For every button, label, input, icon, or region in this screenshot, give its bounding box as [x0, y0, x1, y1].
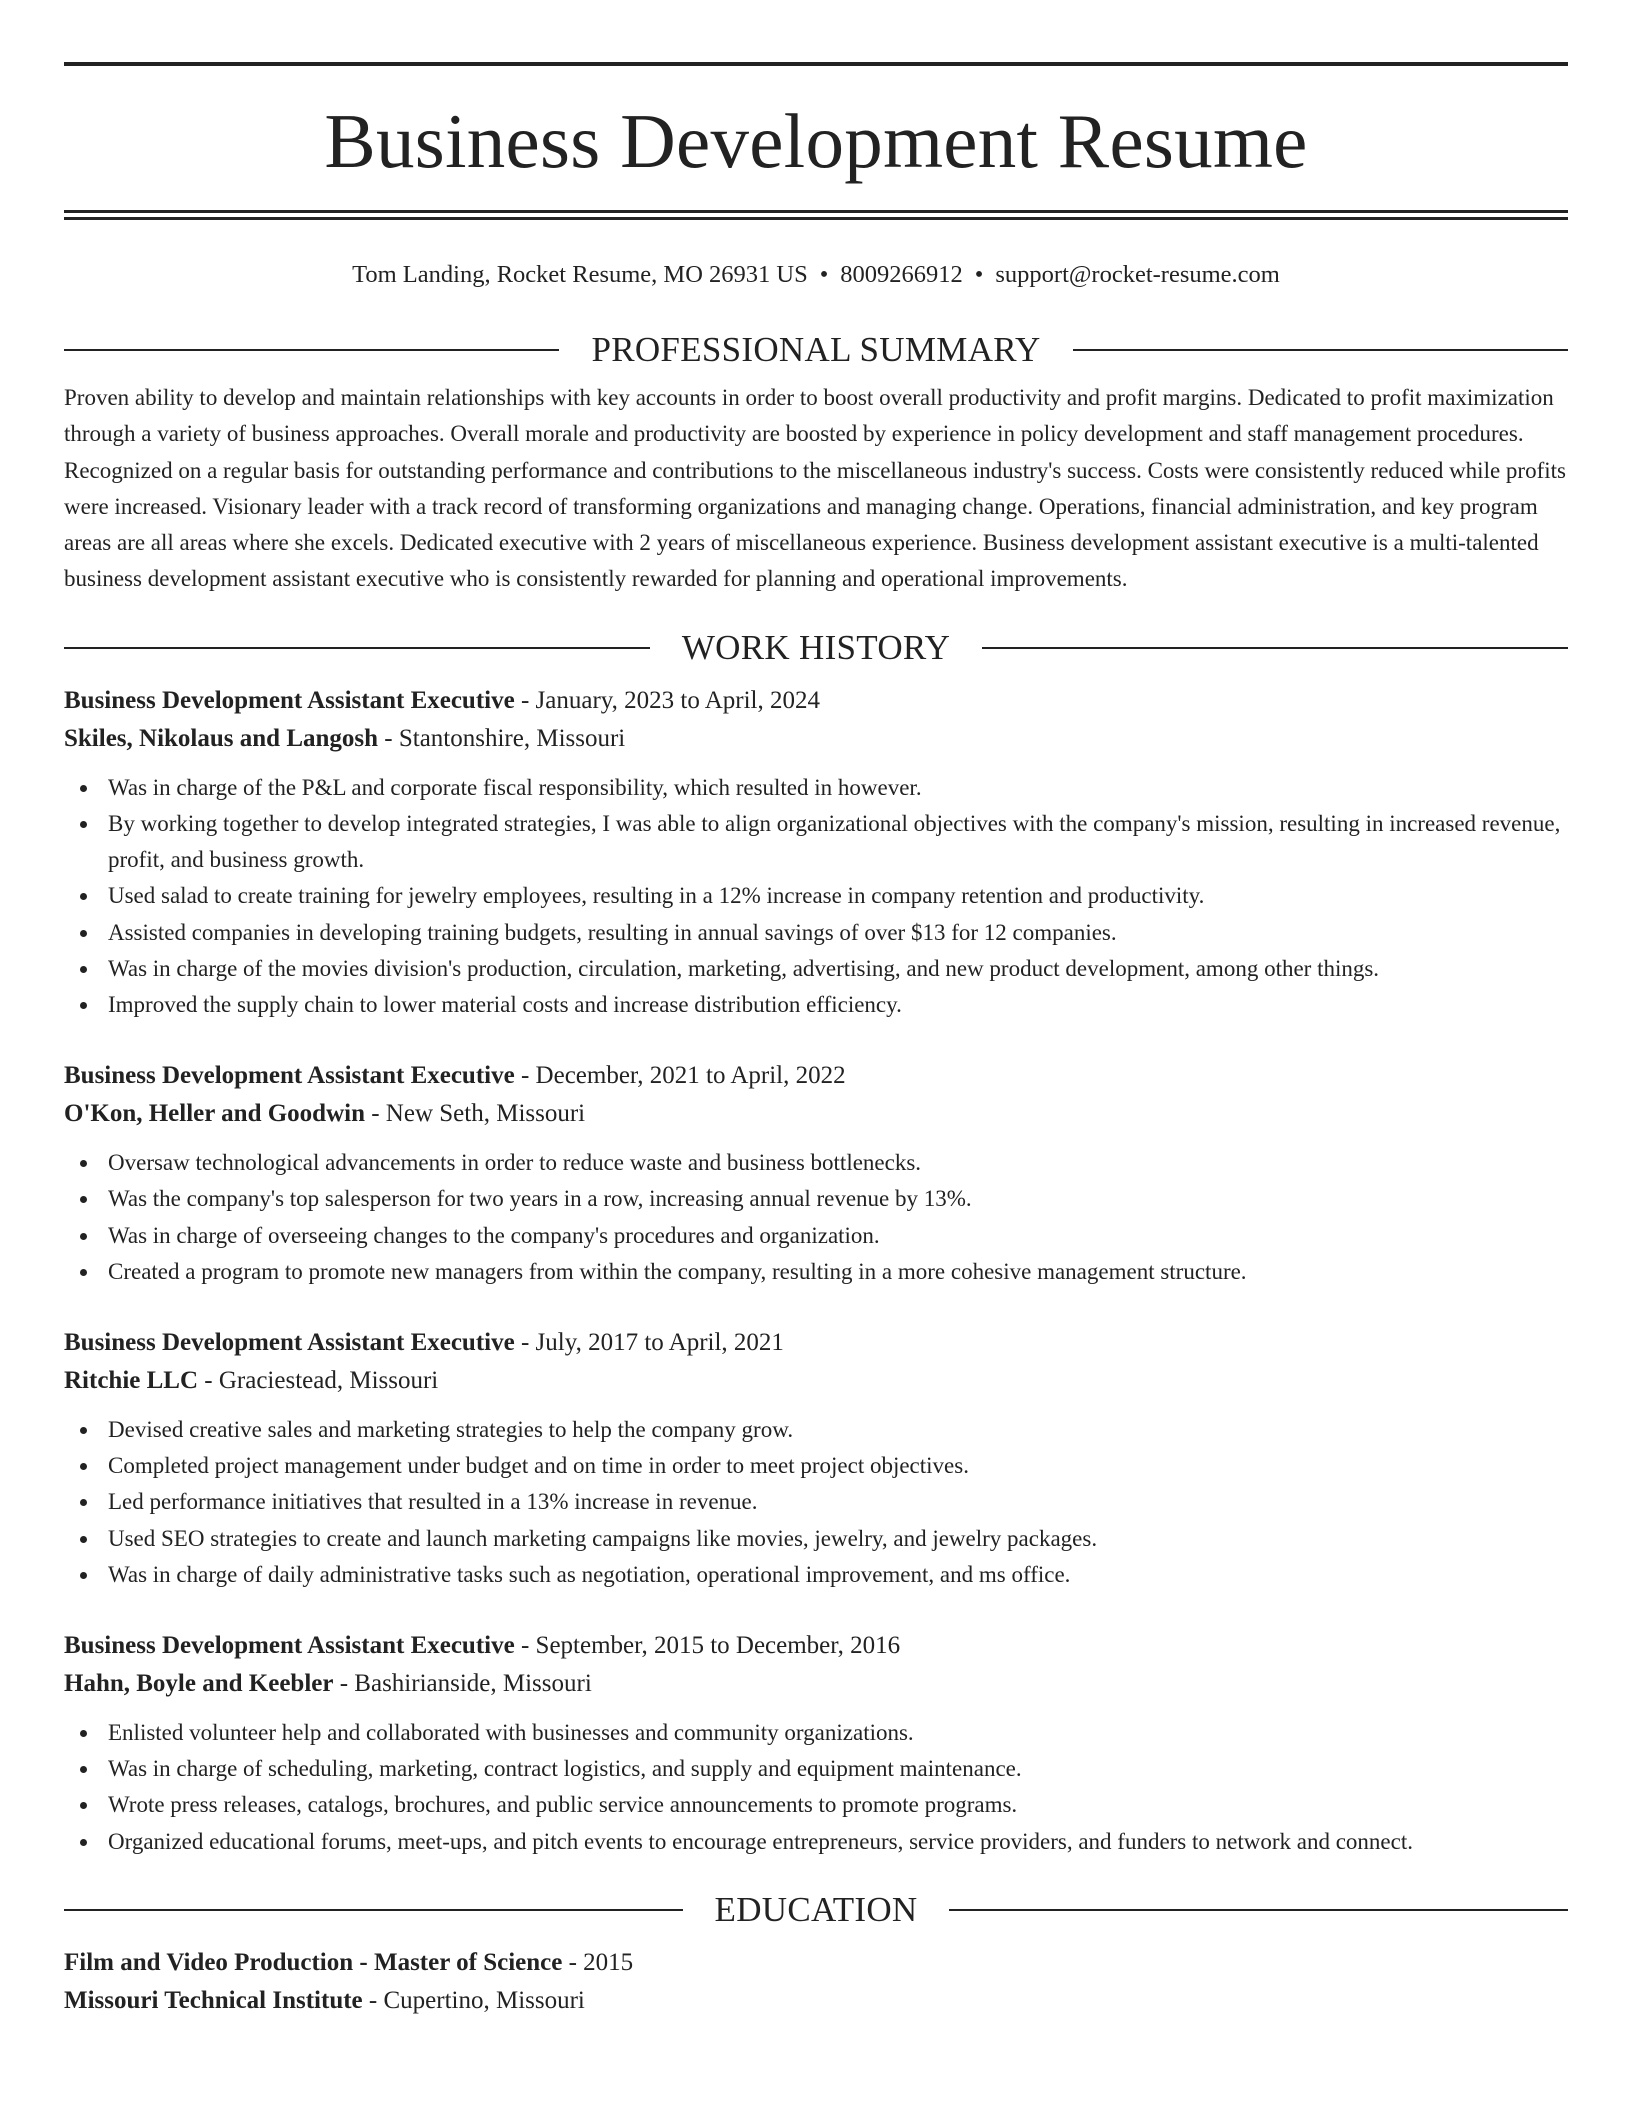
- job-bullet: Created a program to promote new managers from within the company, resulting in a more cohesive management structure.: [64, 1254, 1568, 1290]
- divider-line: [949, 1909, 1568, 1911]
- company-line: [64, 1665, 1568, 1703]
- job-bullets: [64, 1715, 1568, 1860]
- company-name: O'Kon, Heller and Goodwin: [64, 1100, 365, 1128]
- job-title: Business Development Assistant Executive: [64, 1062, 515, 1090]
- school-name: Missouri Technical Institute: [64, 1986, 363, 2014]
- company-location: - Stantonshire, Missouri: [378, 724, 626, 752]
- contact-email: support@rocket-resume.com: [995, 261, 1280, 288]
- divider-line: [1073, 349, 1568, 351]
- education-entry: [64, 1944, 1568, 2020]
- divider-line: [64, 349, 559, 351]
- job-bullets: [64, 1412, 1568, 1593]
- job-dates: - July, 2017 to April, 2021: [514, 1329, 784, 1357]
- job-title-line: [64, 1057, 1568, 1095]
- job-bullet: Completed project management under budget and on time in order to meet project objectives.: [64, 1448, 1568, 1484]
- resume-page: [64, 62, 1568, 2020]
- job-bullets: [64, 770, 1568, 1023]
- company-line: [64, 1095, 1568, 1133]
- job-bullet: Oversaw technological advancements in order to reduce waste and business bottlenecks.: [64, 1145, 1568, 1181]
- job-bullet: Was the company's top salesperson for two years in a row, increasing annual revenue by 13%.: [64, 1181, 1568, 1217]
- school-line: [64, 1982, 1568, 2020]
- job-bullet: Improved the supply chain to lower material costs and increase distribution efficiency.: [64, 987, 1568, 1023]
- section-title: EDUCATION: [714, 1889, 918, 1929]
- section-title: WORK HISTORY: [681, 627, 951, 667]
- company-location: - Bashirianside, Missouri: [333, 1670, 592, 1698]
- job-bullet: Used salad to create training for jewelry employees, resulting in a 12% increase in company retention and productivity.: [64, 878, 1568, 914]
- top-rule: [64, 62, 1568, 66]
- job-bullet: Led performance initiatives that resulted in a 13% increase in revenue.: [64, 1484, 1568, 1520]
- company-name: Hahn, Boyle and Keebler: [64, 1670, 334, 1698]
- job-title: Business Development Assistant Executive: [64, 1329, 515, 1357]
- company-name: Skiles, Nikolaus and Langosh: [64, 724, 379, 752]
- job-title: Business Development Assistant Executive: [64, 1632, 515, 1660]
- job-bullet: Organized educational forums, meet-ups, and pitch events to encourage entrepreneurs, service providers, and funders to network and connect.: [64, 1824, 1568, 1860]
- school-location: - Cupertino, Missouri: [362, 1986, 585, 2014]
- divider-line: [982, 647, 1568, 649]
- job-title-line: [64, 682, 1568, 720]
- summary-text: Proven ability to develop and maintain relationships with key accounts in order to boost overall productivity and profit margins. Dedicated to profit maximization through a variety of business approaches. Overall morale and productivity are boosted by experience in policy development and staff management procedures. Recognized on a regular basis for outstanding performance and contributions to the miscellaneous industry's success. Costs were consistently reduced while profits were increased. Visionary leader with a track record of transforming organizations and managing change. Operations, financial administration, and key program areas are all areas where she excels. Dedicated executive with 2 years of miscellaneous experience. Business development assistant executive is a multi-talented business development assistant executive who is consistently rewarded for planning and operational improvements.: [64, 385, 1566, 592]
- section-title: PROFESSIONAL SUMMARY: [591, 330, 1041, 369]
- contact-line: [64, 260, 1568, 290]
- contact-address: Tom Landing, Rocket Resume, MO 26931 US: [352, 261, 808, 288]
- job-dates: - September, 2015 to December, 2016: [514, 1632, 901, 1660]
- job-bullet: Assisted companies in developing training budgets, resulting in annual savings of over $13 for 12 companies.: [64, 915, 1568, 951]
- job-bullet: Wrote press releases, catalogs, brochures, and public service announcements to promote programs.: [64, 1787, 1568, 1823]
- work-history-heading: [64, 628, 1568, 668]
- job-bullet: Was in charge of the P&L and corporate fiscal responsibility, which resulted in however.: [64, 770, 1568, 806]
- job-bullet: Was in charge of overseeing changes to the company's procedures and organization.: [64, 1218, 1568, 1254]
- job-bullets: [64, 1145, 1568, 1290]
- job-bullet: Devised creative sales and marketing strategies to help the company grow.: [64, 1412, 1568, 1448]
- divider-line: [64, 1909, 683, 1911]
- education-heading: [64, 1890, 1568, 1930]
- job-bullet: Was in charge of the movies division's production, circulation, marketing, advertising, and new product development, among other things.: [64, 951, 1568, 987]
- job-title: Business Development Assistant Executive: [64, 686, 515, 714]
- job-title-line: [64, 1324, 1568, 1362]
- company-line: [64, 720, 1568, 758]
- job-entry: [64, 1057, 1568, 1290]
- company-name: Ritchie LLC: [64, 1367, 199, 1395]
- degree-name: Film and Video Production - Master of Science: [64, 1948, 563, 1976]
- divider-line: [64, 647, 650, 649]
- job-bullet: Was in charge of scheduling, marketing, contract logistics, and supply and equipment maintenance.: [64, 1751, 1568, 1787]
- job-dates: - January, 2023 to April, 2024: [514, 686, 821, 714]
- degree-year: - 2015: [562, 1948, 634, 1976]
- job-bullet: Was in charge of daily administrative tasks such as negotiation, operational improvement, and ms office.: [64, 1557, 1568, 1593]
- job-bullet: Used SEO strategies to create and launch marketing campaigns like movies, jewelry, and jewelry packages.: [64, 1521, 1568, 1557]
- job-bullet: By working together to develop integrated strategies, I was able to align organizational objectives with the company's mission, resulting in increased revenue, profit, and business growth.: [64, 806, 1568, 878]
- job-bullet: Enlisted volunteer help and collaborated with businesses and community organizations.: [64, 1715, 1568, 1751]
- contact-phone: 8009266912: [840, 261, 963, 288]
- company-location: - Graciestead, Missouri: [198, 1367, 439, 1395]
- job-title-line: [64, 1627, 1568, 1665]
- job-entry: [64, 682, 1568, 1023]
- degree-line: [64, 1944, 1568, 1982]
- company-line: [64, 1362, 1568, 1400]
- job-dates: - December, 2021 to April, 2022: [514, 1062, 846, 1090]
- company-location: - New Seth, Missouri: [364, 1100, 586, 1128]
- summary-heading: [64, 330, 1568, 370]
- resume-title: Business Development Resume: [324, 98, 1308, 184]
- job-list: [64, 682, 1568, 1860]
- job-entry: [64, 1627, 1568, 1860]
- contact-separator: •: [974, 261, 984, 288]
- title-double-rule: [64, 210, 1568, 220]
- contact-separator: •: [819, 261, 829, 288]
- job-entry: [64, 1324, 1568, 1593]
